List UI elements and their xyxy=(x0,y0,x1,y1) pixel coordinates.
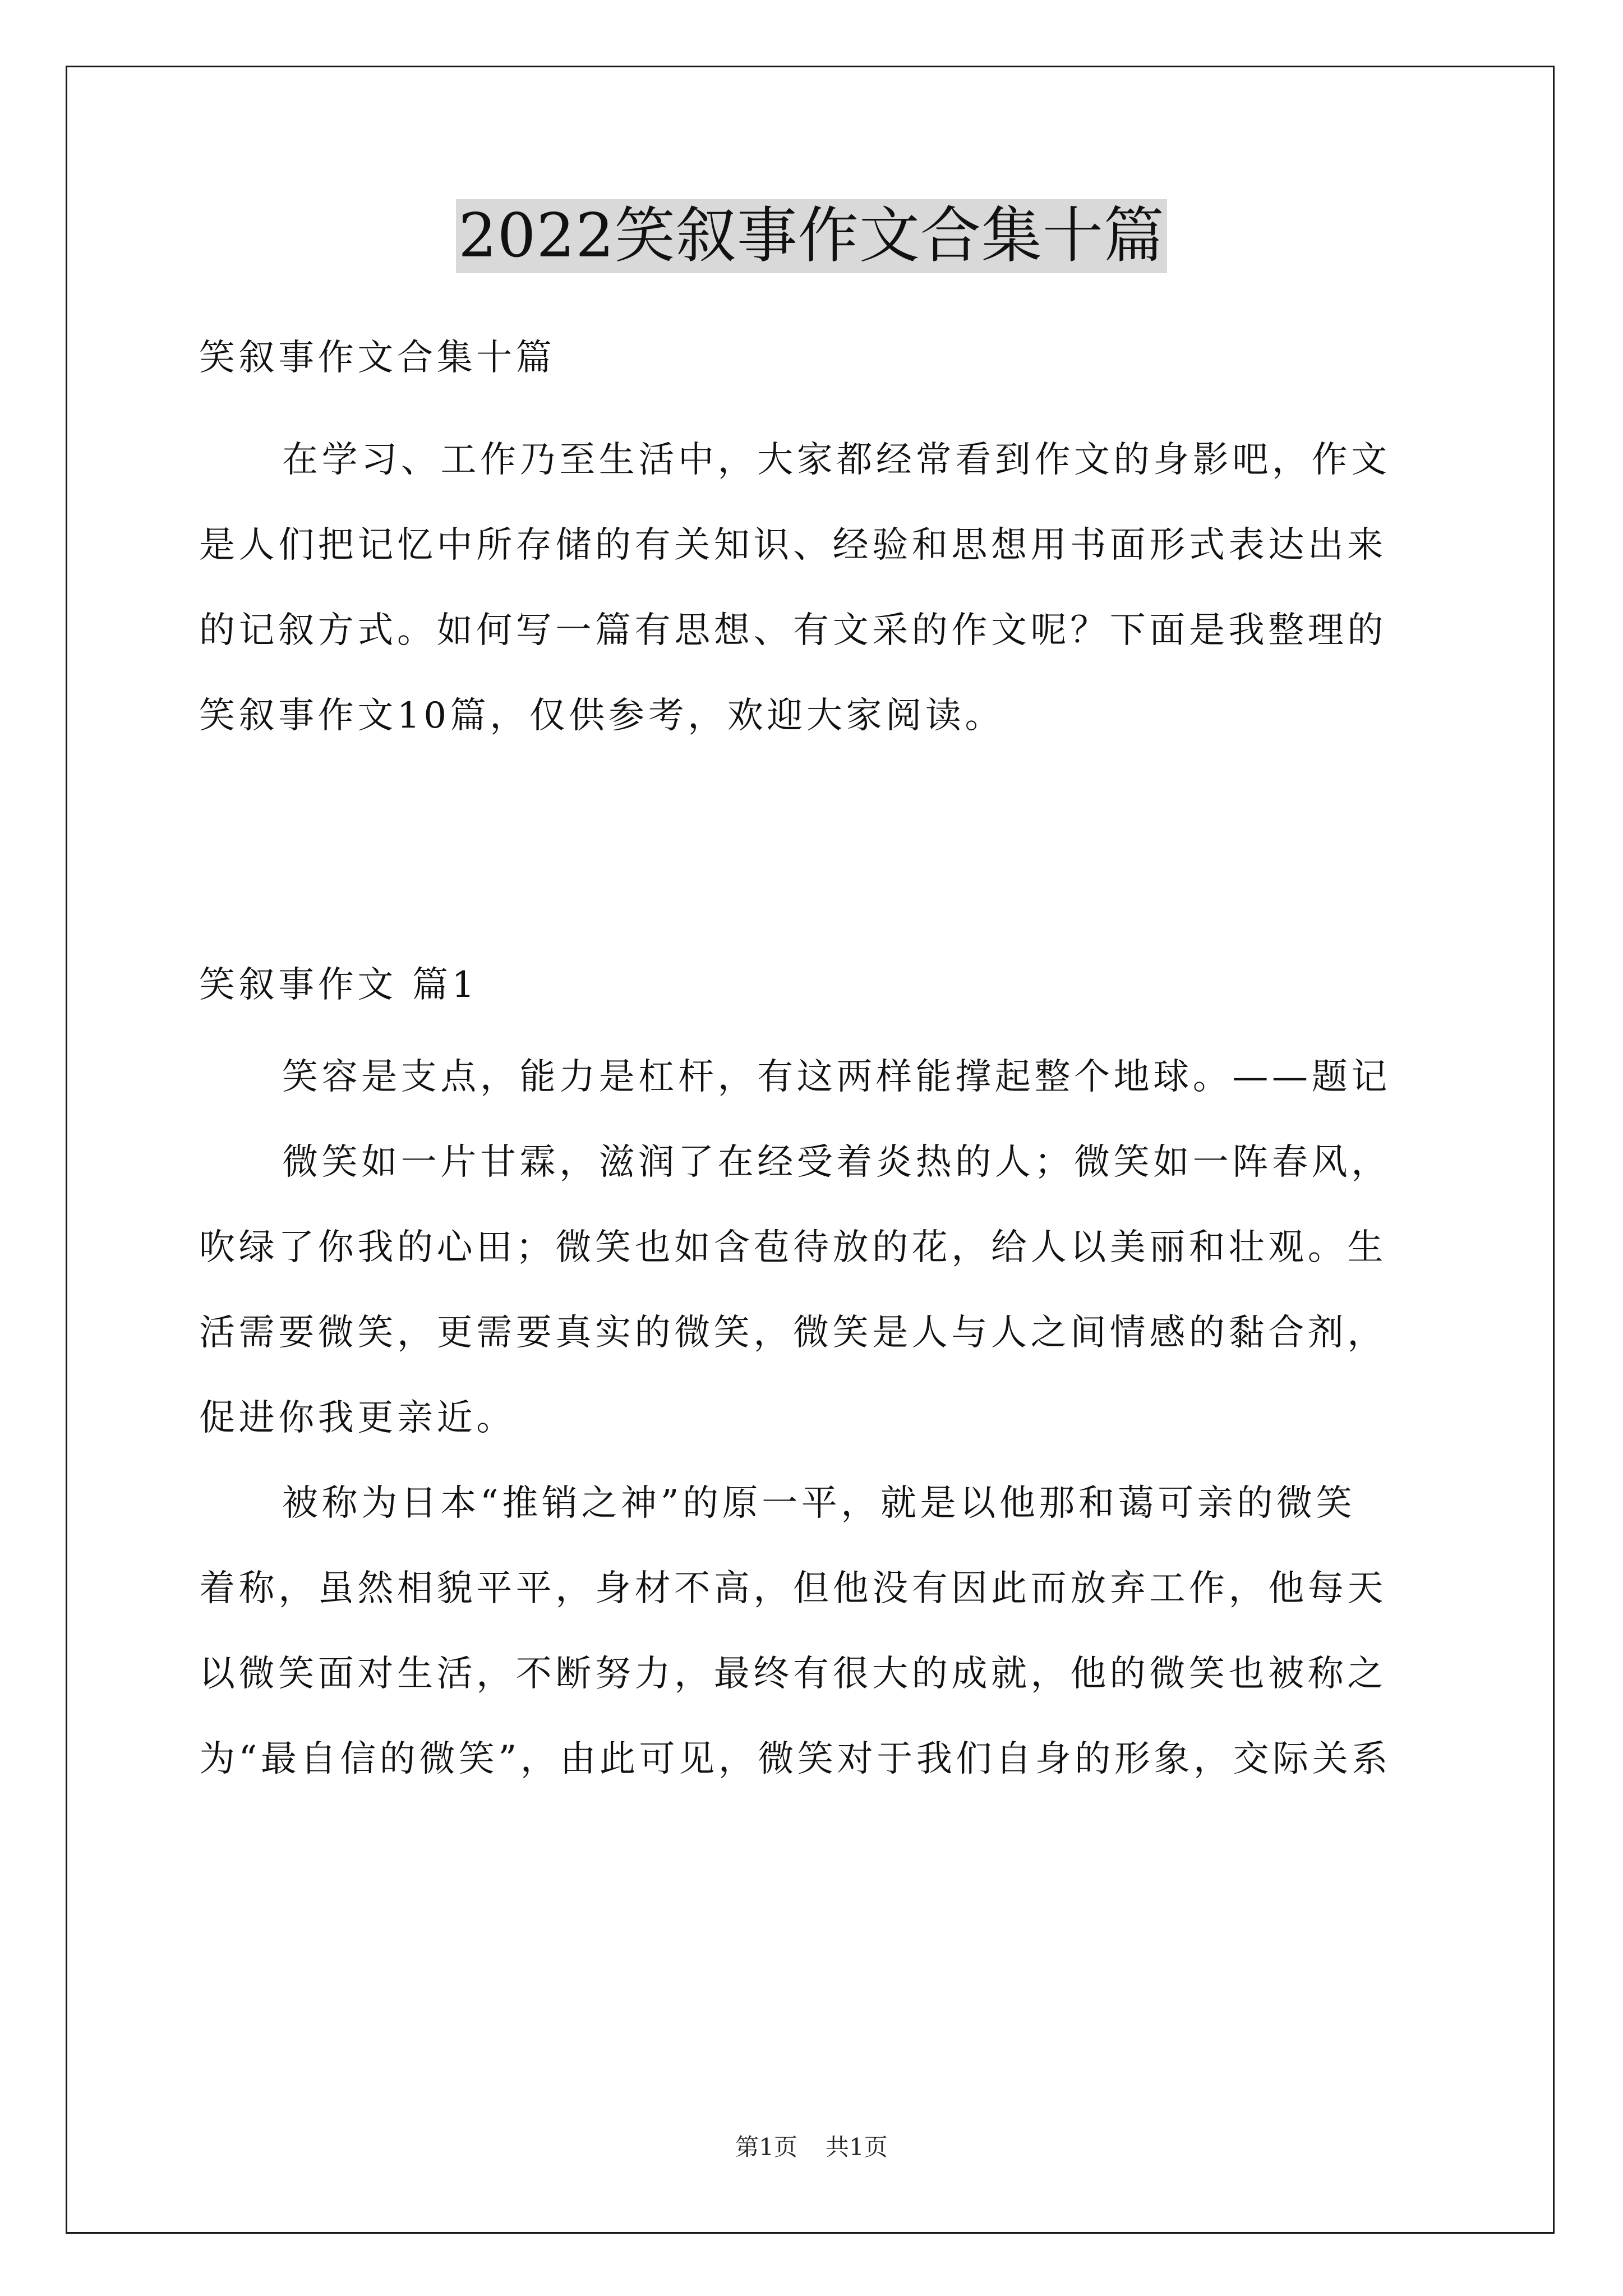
page-number: 第1页 xyxy=(735,2133,797,2161)
section-heading: 笑叙事作文 篇1 xyxy=(199,964,478,1006)
document-title: 2022笑叙事作文合集十篇 xyxy=(456,199,1167,273)
paragraph-line: 微笑如一片甘霖，滋润了在经受着炎热的人；微笑如一阵春风， xyxy=(282,1142,1391,1183)
paragraph-line: 为“最自信的微笑”，由此可见，微笑对于我们自身的形象，交际关系 xyxy=(199,1738,1392,1780)
paragraph-line: 笑容是支点，能力是杠杆，有这两样能撑起整个地球。——题记 xyxy=(282,1056,1391,1098)
title-area xyxy=(0,199,1623,273)
paragraph-line: 是人们把记忆中所存储的有关知识、经验和思想用书面形式表达出来 xyxy=(199,524,1387,566)
page-footer xyxy=(0,2132,1623,2163)
essay-section-1 xyxy=(199,942,1433,1802)
paragraph-line: 以微笑面对生活，不断努力，最终有很大的成就，他的微笑也被称之 xyxy=(199,1653,1387,1695)
subtitle-line: 笑叙事作文合集十篇 xyxy=(199,337,556,379)
intro-section xyxy=(199,315,1433,758)
paragraph-line: 在学习、工作乃至生活中，大家都经常看到作文的身影吧，作文 xyxy=(282,439,1391,481)
paragraph-line: 着称，虽然相貌平平，身材不高，但他没有因此而放弃工作，他每天 xyxy=(199,1568,1387,1609)
paragraph-line: 吹绿了你我的心田；微笑也如含苞待放的花，给人以美丽和壮观。生 xyxy=(199,1227,1387,1268)
paragraph-line: 促进你我更亲近。 xyxy=(199,1397,516,1439)
paragraph-line: 活需要微笑，更需要真实的微笑，微笑是人与人之间情感的黏合剂， xyxy=(199,1312,1387,1354)
paragraph-line: 笑叙事作文10篇，仅供参考，欢迎大家阅读。 xyxy=(199,695,1005,737)
paragraph-line: 被称为日本“推销之神”的原一平，就是以他那和蔼可亲的微笑 xyxy=(282,1483,1356,1524)
page-total: 共1页 xyxy=(826,2133,888,2161)
paragraph-line: 的记叙方式。如何写一篇有思想、有文采的作文呢？下面是我整理的 xyxy=(199,610,1387,651)
